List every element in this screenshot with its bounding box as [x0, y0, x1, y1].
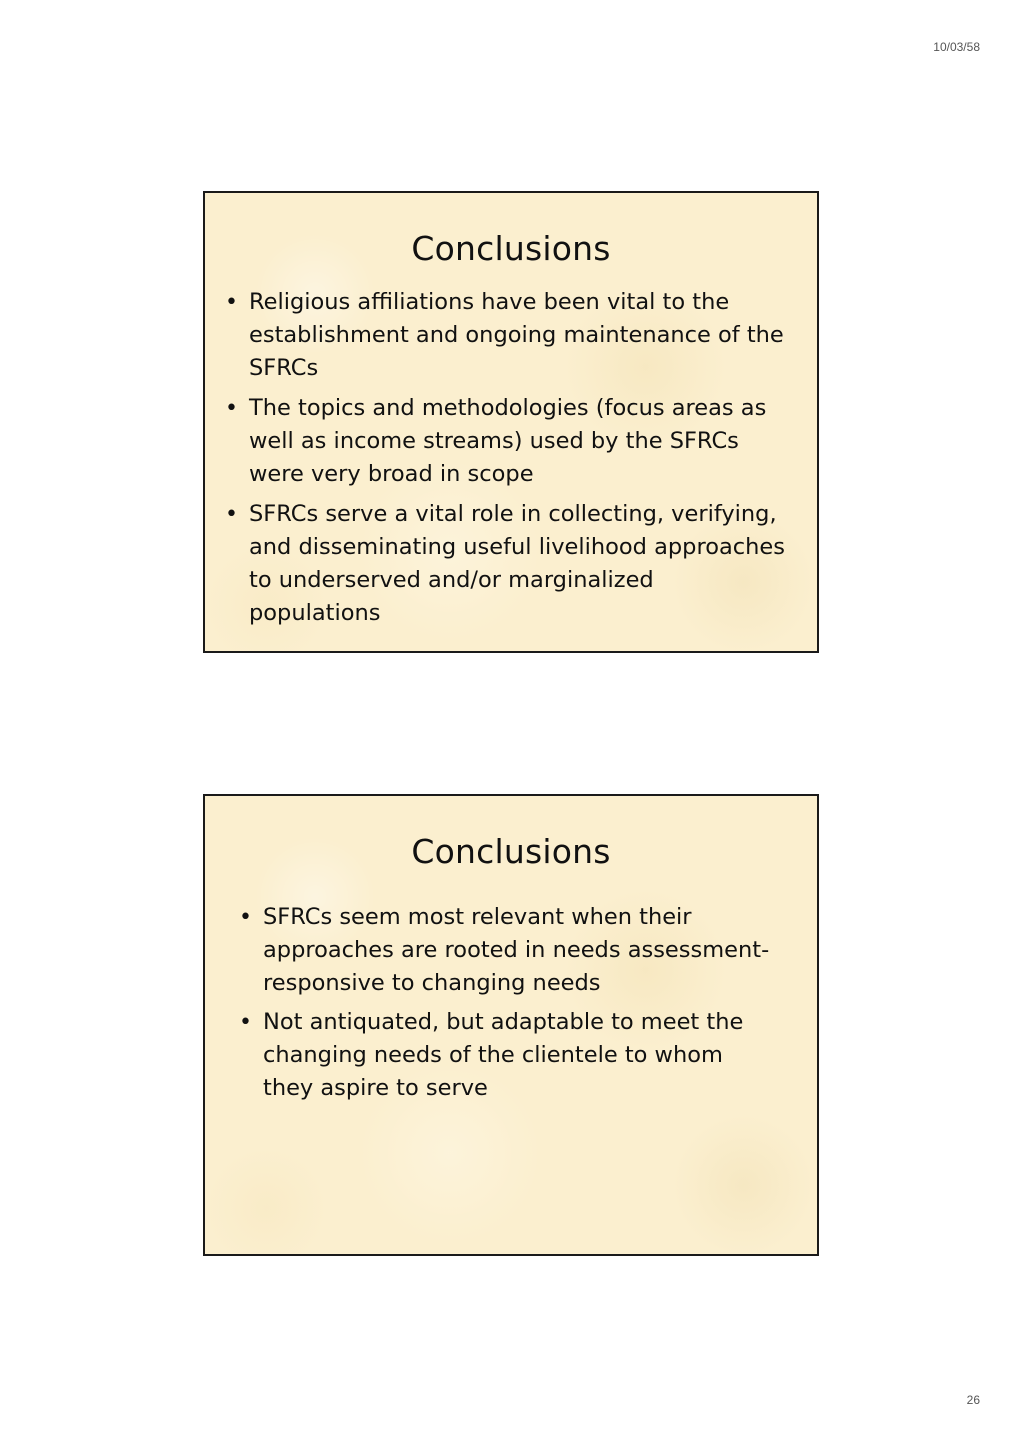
slide-1	[203, 191, 819, 653]
bullet-text: Not antiquated, but adaptable to meet the changing needs of the clientele to whom they aspire to serve	[263, 1009, 744, 1101]
bullet-list	[225, 286, 785, 630]
page-date: 10/03/58	[933, 40, 980, 54]
slide-2	[203, 794, 819, 1256]
bullet-icon: •	[225, 502, 238, 527]
bullet-icon: •	[225, 290, 238, 315]
slide-title: Conclusions	[411, 832, 611, 871]
bullet-text: SFRCs seem most relevant when their approaches are rooted in needs assessment-responsive to changing needs	[263, 904, 770, 996]
bullet-icon: •	[239, 1010, 252, 1035]
bullet-text: The topics and methodologies (focus areas as well as income streams) used by the SFRCs were very broad in scope	[249, 395, 767, 487]
bullet-text: Religious affiliations have been vital to the establishment and ongoing maintenance of the SFRCs	[249, 289, 784, 381]
slide-title: Conclusions	[411, 229, 611, 268]
bullet-item	[225, 498, 785, 630]
bullet-text: SFRCs serve a vital role in collecting, verifying, and disseminating useful livelihood approaches to underserved and/or marginalized populations	[249, 501, 785, 626]
bullet-list	[239, 901, 777, 1105]
bullet-item	[225, 392, 785, 491]
bullet-item	[239, 901, 777, 1000]
bullet-item	[239, 1006, 777, 1105]
bullet-item	[225, 286, 785, 385]
bullet-icon: •	[225, 396, 238, 421]
bullet-icon: •	[239, 905, 252, 930]
page-number: 26	[966, 1393, 980, 1407]
